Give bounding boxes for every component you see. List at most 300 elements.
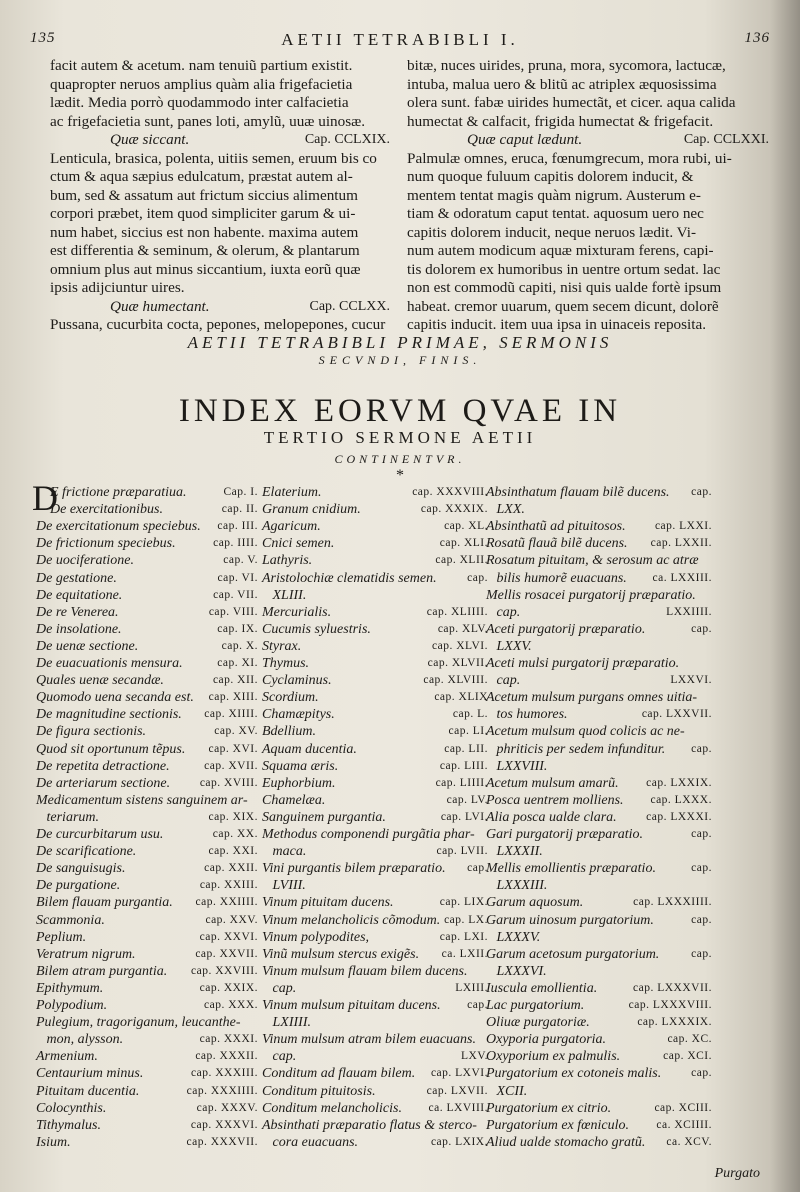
index-entry-text: Conditum ad flauam bilem. [262, 1066, 416, 1082]
index-entry-chapter: cap. XVIII. [199, 776, 258, 789]
index-entry-chapter: LXV. [460, 1050, 488, 1063]
index-entry [36, 860, 258, 877]
index-entry [36, 1048, 258, 1065]
index-entry [36, 1014, 258, 1031]
index-entry [486, 655, 712, 672]
index-entry [36, 621, 258, 638]
index-entry-text: De insolatione. [36, 621, 122, 637]
index-entry-chapter: cap. XLV. [437, 622, 488, 635]
index-entry-text: LXXXV. [486, 929, 541, 945]
index-entry-chapter: cap. LXVI. [430, 1067, 488, 1080]
index-entry-text: Squama æris. [262, 758, 339, 774]
index-entry [262, 963, 488, 980]
index-entry [36, 552, 258, 569]
index-entry [486, 1117, 712, 1134]
index-entry [486, 552, 712, 569]
asterisk-ornament: * [396, 467, 404, 484]
index-entry [486, 946, 712, 963]
index-entry [262, 518, 488, 535]
index-entry-text: Vinum pituitam ducens. [262, 895, 394, 911]
index-entry-chapter: cap. LIII. [439, 759, 488, 772]
body-line: ipsis adijciuntur uires. [50, 279, 185, 296]
index-entry-chapter: cap. LXXI. [654, 520, 712, 533]
index-entry-text: LXXV. [486, 638, 532, 654]
index-entry-text: Agaricum. [262, 519, 321, 535]
index-entry-chapter: ca. LXVIII. [428, 1101, 488, 1114]
index-entry [486, 570, 712, 587]
index-entry-text: De curcurbitarum usu. [36, 827, 164, 842]
index-entry [262, 809, 488, 826]
index-entry-text: Veratrum nigrum. [36, 946, 136, 962]
index-entry-text: De figura sectionis. [36, 724, 147, 740]
index-entry [36, 809, 258, 826]
index-entry-chapter: cap. XXVII. [195, 947, 258, 960]
chapter-number: Cap. CCLXX. [309, 298, 390, 314]
index-entry-chapter: cap. [691, 947, 712, 960]
index-subtitle-2: CONTINENTVR. [334, 452, 466, 466]
body-line: Lenticula, brasica, polenta, uitiis semen, eruum bis co [50, 149, 377, 167]
index-entry-chapter: cap. XLIIII. [426, 605, 488, 618]
index-entry [486, 877, 712, 894]
index-entry-text: LXXVIII. [486, 758, 548, 774]
index-entry-chapter: cap. XL. [444, 520, 488, 533]
index-entry [486, 587, 712, 604]
index-entry [36, 929, 258, 946]
index-entry-chapter: cap. LIX. [439, 896, 488, 909]
index-entry-text: Aceti purgatorij præparatio. [486, 621, 646, 637]
index-entry [486, 929, 712, 946]
index-entry-chapter: cap. XCI. [663, 1050, 712, 1063]
index-entry-chapter: cap. XXII. [204, 862, 258, 875]
index-entry-chapter: cap. XXI. [208, 845, 258, 858]
index-entry [36, 604, 258, 621]
index-entry-chapter: cap. LVI. [440, 810, 488, 823]
index-entry-text: Pulegium, tragoriganum, leucanthe- [36, 1015, 241, 1031]
closing-heading: AETII TETRABIBLI PRIMAE, SERMONIS [187, 333, 613, 352]
index-entry-text: Vinum mulsum atram bilem euacuans. [262, 1032, 476, 1048]
index-entry [262, 1117, 488, 1134]
index-entry [262, 1048, 488, 1065]
index-entry-chapter: cap. LXXXVIII. [628, 999, 712, 1011]
index-entry-chapter: cap. L. [452, 708, 488, 721]
section-heading: Quæ caput lædunt. [467, 131, 583, 148]
index-entry [36, 518, 258, 535]
index-entry-text: LXX. [486, 502, 525, 518]
index-entry-text: De purgatione. [36, 878, 121, 894]
index-entry-chapter: cap. XXXIIII. [186, 1084, 258, 1097]
body-line: num quoque fuluum capitis dolorem inducit, & [407, 168, 694, 185]
index-entry-text: Garum uinosum purgatorium. [486, 912, 654, 928]
index-entry-text: Purgatorium ex fœniculo. [486, 1117, 629, 1133]
index-entry-text: phriticis per sedem infunditur. [486, 741, 666, 757]
index-entry [36, 1100, 258, 1117]
index-entry [36, 963, 258, 980]
index-entry [36, 570, 258, 587]
index-entry-text: Absinthatũ ad pituitosos. [486, 519, 626, 535]
index-entry [262, 1083, 488, 1100]
index-entry [262, 484, 488, 501]
index-entry-chapter: cap. XX. [212, 828, 258, 840]
running-head: AETII TETRABIBLI I. [281, 30, 519, 49]
index-entry-text: Rosatum pituitam, & serosum ac atræ [486, 553, 699, 569]
index-entry [486, 706, 712, 723]
index-entry-text: Centaurium minus. [36, 1066, 144, 1082]
catchword: Purgato [714, 1166, 760, 1181]
index-entry-text: LXXXII. [486, 844, 543, 860]
index-entry-text: De magnitudine sectionis. [36, 707, 182, 723]
index-entry-chapter: cap. XXVI. [199, 930, 258, 943]
index-entry-chapter: Cap. I. [223, 486, 258, 498]
index-entry-text: Colocynthis. [36, 1100, 107, 1116]
index-entry-chapter: cap. XVI. [208, 742, 258, 755]
page-number-left: 135 [30, 30, 56, 46]
index-entry [36, 877, 258, 894]
index-entry-text: De uociferatione. [36, 553, 134, 569]
index-entry-chapter: cap. II. [221, 503, 258, 516]
body-line: habeat. cremor uuarum, quem secem dicunt, dolorẽ [407, 297, 719, 315]
index-entry-text: Conditum melancholicis. [262, 1100, 402, 1116]
index-entry-chapter: cap. V. [223, 554, 258, 567]
index-entry [262, 587, 488, 604]
index-entry [486, 1083, 712, 1100]
body-line: lædit. Media porrò quodammodo inter calfacietia [50, 94, 349, 111]
index-entry-text: De scarificatione. [36, 844, 137, 860]
index-entry [262, 621, 488, 638]
index-entry-chapter: cap. XLI. [439, 537, 488, 550]
index-entry-text: Armenium. [36, 1049, 98, 1065]
index-entry-text: Medicamentum sistens sanguinem ar- [36, 792, 248, 808]
index-entry-chapter: cap. XXIIII. [195, 896, 258, 909]
index-entry [262, 723, 488, 740]
index-entry-chapter: cap. LV. [446, 793, 488, 806]
index-entry-text: De re Venerea. [36, 604, 119, 620]
index-title: INDEX EORVM QVAE IN [178, 393, 622, 429]
index-entry-chapter: cap. XLVI. [432, 639, 488, 652]
index-entry [262, 655, 488, 672]
index-entry-chapter: cap. LXI. [439, 930, 488, 943]
index-entry [262, 1031, 488, 1048]
body-line: capitis inducit. item uua ipsa in uinaceis reposita. [407, 316, 707, 333]
index-entry-text: Bilem atram purgantia. [36, 963, 168, 979]
body-line: capitis dolorem inducit, neque neruos lædit. Vi- [407, 223, 697, 241]
index-entry-text: Peplium. [36, 929, 87, 945]
index-entry [36, 775, 258, 792]
index-entry [36, 689, 258, 706]
section-heading: Quæ siccant. [110, 131, 190, 148]
body-line: olera sunt. fabæ uirides humectãt, et cicer. aqua calida [407, 94, 736, 111]
body-line: intuba, malua uero & blitũ ac atriplex æquosissima [407, 75, 717, 93]
index-entry-chapter: cap. XCIII. [654, 1101, 712, 1114]
body-line: mentem tentat magis quàm nigrum. Austerum e- [407, 186, 701, 204]
index-entry [262, 980, 488, 997]
index-entry [262, 758, 488, 775]
index-entry [486, 997, 712, 1014]
index-entry [36, 484, 258, 501]
index-entry [36, 912, 258, 929]
body-line: ac frigefacietia sunt, panes loti, amylũ, uuæ uinosæ. [50, 112, 366, 130]
index-entry [486, 741, 712, 758]
index-entry [36, 655, 258, 672]
index-entry-text: cora euacuans. [262, 1134, 359, 1150]
index-entry-chapter: cap. [691, 862, 712, 875]
index-entry [486, 1100, 712, 1117]
index-entry [262, 775, 488, 792]
body-line: facit autem & acetum. nam tenuiũ partium existit. [50, 57, 353, 74]
index-entry-text: Oxyporia purgatoria. [486, 1032, 607, 1048]
index-entry [262, 894, 488, 911]
index-entry-text: Vini purgantis bilem præparatio. [262, 861, 446, 877]
index-entry [486, 843, 712, 860]
index-entry [486, 1014, 712, 1031]
index-entry [262, 792, 488, 809]
index-entry-chapter: cap. XC. [667, 1033, 712, 1046]
index-entry-text: Gari purgatorij præparatio. [486, 827, 644, 842]
body-line: omnium plus aut minus siccantium, iuxta eorũ quæ [50, 260, 361, 278]
index-entry-chapter: cap. IX. [217, 622, 258, 635]
index-entry-chapter: cap. III. [217, 520, 258, 533]
body-line: tis dolorem ex humoribus in uentre ortum sedat. lac [407, 260, 721, 278]
index-entry-text: Garum aquosum. [486, 895, 584, 911]
index-entry-text: Absinthatum flauam bilẽ ducens. [486, 485, 670, 500]
index-entry-text: XCII. [486, 1083, 528, 1099]
index-entry [36, 758, 258, 775]
index-entry-text: Bdellium. [262, 724, 317, 740]
index-entry [36, 672, 258, 689]
body-line: est differentia & seminum, & olerum, & plantarum [50, 242, 360, 259]
body-line: Palmulæ omnes, eruca, fœnumgrecum, mora rubi, ui- [407, 149, 732, 167]
index-entry-text: Euphorbium. [262, 775, 336, 791]
index-entry-chapter: cap. XV. [214, 725, 258, 738]
index-entry-chapter: cap. XXXVIII. [412, 486, 488, 498]
body-line: non est commodũ capiti, nisi quis ualde fortè ipsum [407, 279, 722, 296]
index-entry-chapter: cap. [467, 571, 488, 584]
index-entry-text: Scordium. [262, 690, 319, 706]
index-entry-text: Chamæpitys. [262, 707, 335, 723]
index-entry-chapter: cap. XLII. [435, 554, 488, 567]
index-entry-text: Acetum mulsum quod colicis ac ne- [486, 724, 685, 740]
index-entry [36, 706, 258, 723]
index-entry [36, 1117, 258, 1134]
index-entry [486, 809, 712, 826]
index-entry-chapter: cap. [467, 862, 488, 875]
index-entry-text: Aliud ualde stomacho gratũ. [486, 1134, 646, 1150]
index-entry [486, 501, 712, 518]
body-line: quapropter neruos amplius quàm alia frigefacietia [50, 75, 353, 93]
index-entry-text: Aceti mulsi purgatorij præparatio. [486, 656, 680, 671]
index-entry-chapter: cap. XXIII. [199, 879, 258, 892]
index-entry-text: Lathyris. [262, 553, 313, 569]
chapter-number: Cap. CCLXXI. [683, 132, 769, 147]
index-entry-text: De equitatione. [36, 587, 123, 603]
index-entry-text: Vinum mulsum flauam bilem ducens. [262, 963, 468, 979]
index-entry [36, 980, 258, 997]
index-entry [262, 672, 488, 689]
index-entry-chapter: cap. [467, 999, 488, 1011]
index-entry-text: Elaterium. [262, 485, 322, 500]
index-entry-chapter: cap. XXXII. [195, 1050, 258, 1063]
index-entry-chapter: cap. LXXVII. [641, 708, 712, 721]
index-entry-chapter: cap. XIII. [208, 691, 258, 704]
closing-heading-sub: SECVNDI, FINIS. [318, 353, 482, 367]
index-entry-chapter: cap. LXXXIIII. [633, 896, 712, 909]
index-entry-chapter: cap. LX. [444, 913, 488, 926]
index-entry-chapter: cap. [691, 486, 712, 498]
index-entry-text: Absinthati præparatio flatus & sterco- [262, 1117, 477, 1133]
index-entry-chapter: cap. [691, 828, 712, 840]
index-entry-text: Purgatorium ex citrio. [486, 1100, 612, 1116]
index-entry-chapter: cap. [691, 913, 712, 926]
index-entry-chapter: cap. XLIX [434, 691, 488, 704]
index-entry [262, 1065, 488, 1082]
index-entry-chapter: LXXIIII. [666, 605, 712, 618]
index-entry-text: XLIII. [262, 587, 307, 603]
index-entry-chapter: LXIII. [455, 981, 488, 994]
index-entry-chapter: cap. XXXIII. [191, 1067, 258, 1080]
index-entry-chapter: cap. XXIX. [199, 981, 258, 994]
index-entry [486, 775, 712, 792]
index-entry-text: De repetita detractione. [36, 758, 170, 774]
index-entry-chapter: cap. LXXXIX. [637, 1016, 712, 1029]
index-entry-text: cap. [486, 673, 521, 689]
index-entry [262, 638, 488, 655]
index-entry-text: Oliuæ purgatoriæ. [486, 1015, 590, 1031]
index-entry [36, 1031, 258, 1048]
index-entry-text: Posca uentrem molliens. [486, 792, 624, 808]
index-entry [36, 723, 258, 740]
index-entry [486, 1048, 712, 1065]
index-entry-chapter: cap. XIX. [208, 810, 258, 823]
index-entry [486, 963, 712, 980]
index-entry [36, 946, 258, 963]
index-entry-chapter: cap. XII. [212, 674, 258, 687]
index-entry-text: teriarum. [36, 809, 99, 825]
index-entry [262, 912, 488, 929]
index-entry-chapter: cap. XIIII. [204, 708, 258, 721]
index-entry [262, 877, 488, 894]
index-entry [36, 1065, 258, 1082]
index-entry [486, 1134, 712, 1151]
index-entry [36, 1134, 258, 1151]
index-entry [486, 894, 712, 911]
index-entry-chapter: cap. IIII. [213, 537, 258, 550]
index-entry [262, 570, 488, 587]
index-entry [486, 980, 712, 997]
index-entry-chapter: cap. XXXIX. [420, 503, 488, 516]
index-entry-text: De frictionum speciebus. [36, 536, 176, 552]
index-entry-text: LXXXIII. [486, 878, 548, 894]
index-entry-text: Bilem flauam purgantia. [36, 895, 173, 911]
index-entry-text: Quales uenæ secandæ. [36, 673, 164, 689]
index-entry-text: Alia posca ualde clara. [486, 809, 617, 825]
index-entry [36, 894, 258, 911]
index-entry-text: Vinum mulsum pituitam ducens. [262, 998, 441, 1013]
index-entry [262, 535, 488, 552]
page-number-right: 136 [744, 30, 770, 46]
index-entry-text: Mellis rosacei purgatorij præparatio. [486, 587, 696, 603]
index-entry [262, 826, 488, 843]
index-entry-chapter: cap. XI. [217, 657, 258, 669]
index-entry [262, 946, 488, 963]
index-entry-text: Oxyporium ex palmulis. [486, 1049, 621, 1065]
index-entry-chapter: cap. X. [221, 639, 258, 652]
index-entry-text: Vinum polypodites, [262, 929, 370, 945]
index-entry-chapter: cap. XXX. [204, 999, 258, 1011]
index-entry [262, 843, 488, 860]
index-entry-chapter: cap. LXXXI. [646, 810, 712, 823]
index-entry-chapter: cap. [691, 742, 712, 755]
index-entry-chapter: cap. XXXI. [199, 1033, 258, 1046]
index-entry-text: Epithymum. [36, 980, 104, 996]
index-entry-text: LXXXVI. [486, 963, 547, 979]
index-entry [36, 997, 258, 1014]
index-entry-chapter: cap. XXXV. [196, 1101, 258, 1114]
index-entry [486, 621, 712, 638]
index-entry-text: Purgatorium ex cotoneis malis. [486, 1066, 662, 1082]
index-entry-chapter: ca. LXII. [441, 947, 488, 960]
index-entry-text: Cyclaminus. [262, 673, 332, 689]
index-entry-text: LVIII. [262, 878, 306, 894]
body-line: tiam & odoratum caput tentat. aquosum uero nec [407, 205, 704, 222]
index-entry [36, 792, 258, 809]
index-entry-text: Tithymalus. [36, 1117, 101, 1133]
index-entry [262, 1100, 488, 1117]
index-entry [486, 912, 712, 929]
index-entry-chapter: cap. LII. [444, 742, 488, 755]
index-entry-text: cap. [262, 980, 297, 996]
index-entry-text: Mercurialis. [262, 604, 332, 620]
index-entry [262, 1134, 488, 1151]
index-entry-text: De arteriarum sectione. [36, 775, 171, 791]
body-line: bitæ, nuces uirides, pruna, mora, sycomora, lactucæ, [407, 57, 726, 74]
index-entry-chapter: cap. LXXXVII. [633, 981, 712, 994]
body-line: Pussana, cucurbita cocta, pepones, melopepones, cucur [50, 316, 386, 333]
index-entry [262, 706, 488, 723]
index-entry-text: De uenæ sectione. [36, 638, 139, 654]
index-entry-text: Aquam ducentia. [262, 741, 357, 757]
index-entry [262, 552, 488, 569]
index-entry [262, 501, 488, 518]
body-line: num autem modicum aquæ mixturam ferens, capi- [407, 242, 714, 259]
body-line: corpori præbet, item quod simpliciter garum & ui- [50, 205, 356, 222]
index-entry-text: Vinũ mulsum stercus exigẽs. [262, 946, 420, 962]
index-entry [262, 604, 488, 621]
index-entry-chapter: cap. LXIX. [430, 1135, 488, 1148]
index-entry [486, 1065, 712, 1082]
body-line: ctum & aqua sæpius edulcatum, præstat autem al- [50, 168, 353, 185]
index-entry [486, 518, 712, 535]
index-entry-text: Conditum pituitosis. [262, 1083, 376, 1099]
index-entry [486, 672, 712, 689]
index-entry-text: Rosatũ flauã bilẽ ducens. [486, 536, 628, 552]
index-entry-text: cap. [262, 1049, 297, 1065]
page-gutter-shadow [770, 0, 800, 1192]
index-entry-text: cap. [486, 604, 521, 620]
index-entry-chapter: cap. LXXX. [650, 793, 712, 806]
index-entry-text: mon, alysson. [36, 1032, 124, 1048]
index-entry [36, 535, 258, 552]
index-entry-chapter: cap. LXXII. [650, 537, 712, 550]
index-entry-chapter: cap. LXXIX. [646, 776, 712, 789]
index-entry [486, 638, 712, 655]
index-entry-text: De exercitationibus. [50, 502, 164, 518]
index-entry-text: Acetum mulsum purgans omnes uitia- [486, 690, 698, 706]
index-entry-chapter: cap. XXV. [205, 913, 258, 926]
index-entry-chapter: ca. XCIIII. [656, 1118, 712, 1131]
index-entry-text: Quod sit oportunum tẽpus. [36, 741, 186, 757]
index-entry-chapter: cap. LXVII. [426, 1084, 488, 1097]
index-entry [486, 604, 712, 621]
index-entry-text: Sanguinem purgantia. [262, 809, 386, 825]
